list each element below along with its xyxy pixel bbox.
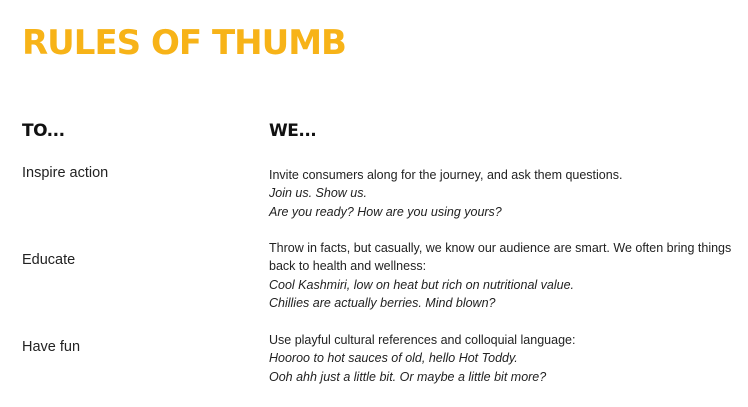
column-header-to: TO...	[22, 121, 65, 141]
page-title: RULES OF THUMB	[22, 23, 346, 63]
rule-example: Join us. Show us.	[269, 186, 367, 201]
rule-example: Ooh ahh just a little bit. Or maybe a little bit more?	[269, 369, 547, 384]
rule-body-inspire-action	[269, 166, 739, 221]
rule-label-have-fun: Have fun	[22, 339, 81, 355]
rule-label-inspire-action: Inspire action	[22, 165, 109, 181]
rule-body-educate	[269, 239, 739, 312]
rule-example: Hooroo to hot sauces of old, hello Hot Toddy.	[269, 351, 518, 366]
rule-example: Cool Kashmiri, low on heat but rich on nutritional value.	[269, 277, 575, 292]
rule-example: Chillies are actually berries. Mind blown?	[269, 295, 496, 310]
rule-label-educate: Educate	[22, 252, 76, 268]
column-header-we: WE...	[269, 121, 317, 141]
rule-body-have-fun	[269, 331, 739, 386]
rule-example: Are you ready? How are you using yours?	[269, 204, 502, 219]
rule-description: Use playful cultural references and colloquial language:	[269, 333, 576, 347]
rule-description: Throw in facts, but casually, we know our audience are smart. We often bring things back to health and wellness:	[269, 241, 732, 274]
rule-description: Invite consumers along for the journey, and ask them questions.	[269, 168, 623, 182]
